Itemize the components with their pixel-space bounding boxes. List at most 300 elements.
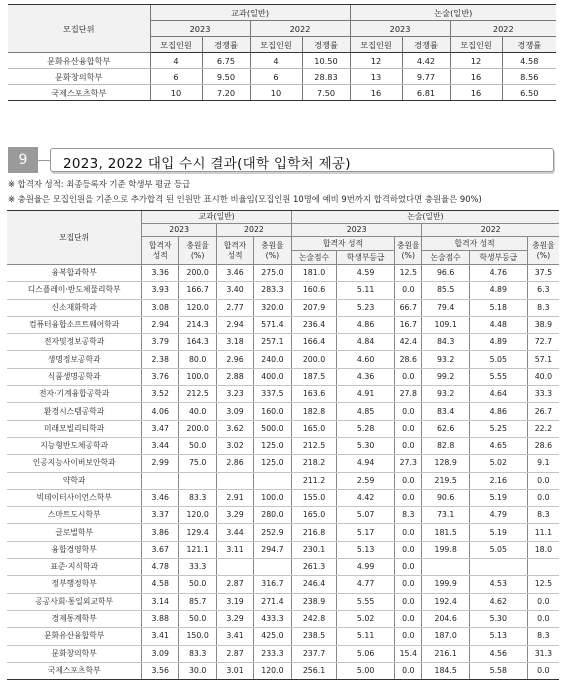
main-cell: 12.5	[395, 265, 422, 282]
top-results-table	[8, 4, 556, 101]
main-cell: 4.36	[337, 368, 395, 385]
main-cell: 66.7	[395, 299, 422, 316]
main-cell	[217, 559, 254, 576]
main-cell: 99.2	[422, 368, 469, 385]
main-unit-name: 표준·지식학과	[7, 559, 142, 576]
main-cell: 236.4	[291, 316, 336, 333]
main-unit-name: 공공사회·통일외교학부	[7, 593, 142, 610]
main-cell: 4.78	[142, 559, 179, 576]
main-cell: 5.02	[469, 455, 527, 472]
main-unit-name: 인공지능사이버보안학과	[7, 455, 142, 472]
main-cell: 2.99	[142, 455, 179, 472]
main-cell: 5.11	[337, 628, 395, 645]
main-cell: 4.99	[337, 559, 395, 576]
main-cell: 8.3	[527, 628, 559, 645]
main-cell: 2.87	[217, 576, 254, 593]
main-cell: 3.46	[142, 489, 179, 506]
main-cell: 0.0	[527, 610, 559, 627]
main-cell: 0.0	[527, 489, 559, 506]
main-cell: 33.3	[527, 386, 559, 403]
main-cell: 3.36	[142, 265, 179, 282]
main-cell: 2.94	[217, 316, 254, 333]
main-unit-name: 정부행정학부	[7, 576, 142, 593]
main-cell: 3.47	[142, 420, 179, 437]
top-year-2022-b: 2022	[450, 21, 556, 37]
main-unit-name: 국제스포츠학부	[7, 662, 142, 679]
main-cell: 4.84	[337, 334, 395, 351]
main-results-table	[7, 210, 559, 680]
top-cell: 13	[350, 69, 402, 85]
main-cell: 4.94	[337, 455, 395, 472]
top-cell: 4	[250, 53, 302, 69]
main-cell: 0.0	[395, 662, 422, 679]
main-cell: 5.28	[337, 420, 395, 437]
main-cell: 4.42	[337, 489, 395, 506]
main-cell: 28.6	[395, 351, 422, 368]
main-unit-name: 스마트도시학부	[7, 507, 142, 524]
main-unit-name: 약학과	[7, 472, 142, 489]
main-year-2022-a: 2022	[217, 224, 292, 237]
main-cell: 50.0	[179, 576, 217, 593]
main-cell: 3.79	[142, 334, 179, 351]
main-cell: 3.44	[217, 524, 254, 541]
main-cell: 100.0	[253, 489, 291, 506]
main-cell: 85.7	[179, 593, 217, 610]
main-cell: 3.46	[217, 265, 254, 282]
main-row	[7, 420, 559, 437]
main-cell: 4.53	[469, 576, 527, 593]
main-cell: 165.0	[291, 420, 336, 437]
main-group-nonsul: 논술(일반)	[291, 211, 559, 224]
main-cell: 4.86	[337, 316, 395, 333]
main-cell: 100.0	[179, 368, 217, 385]
main-row	[7, 265, 559, 282]
main-cell: 75.0	[179, 455, 217, 472]
main-cell: 22.2	[527, 420, 559, 437]
main-cell: 164.3	[179, 334, 217, 351]
main-cell: 3.14	[142, 593, 179, 610]
main-cell: 212.5	[179, 386, 217, 403]
main-cell: 230.1	[291, 541, 336, 558]
top-cell: 10.50	[302, 53, 350, 69]
main-row	[7, 351, 559, 368]
main-cell: 216.1	[422, 645, 469, 662]
main-row	[7, 316, 559, 333]
main-cell: 166.7	[179, 282, 217, 299]
main-cell	[469, 559, 527, 576]
main-cell: 128.9	[422, 455, 469, 472]
main-year-2022-b: 2022	[422, 224, 559, 237]
main-cell: 57.1	[527, 351, 559, 368]
main-cell: 5.00	[337, 662, 395, 679]
main-cell: 3.02	[217, 437, 254, 454]
main-cell: 5.30	[337, 437, 395, 454]
main-cell: 33.3	[179, 559, 217, 576]
section-banner	[8, 147, 554, 173]
main-cell: 8.3	[527, 299, 559, 316]
main-cell: 85.5	[422, 282, 469, 299]
main-cell: 5.19	[469, 489, 527, 506]
note-fill-rate: ※ 충원율은 모집인원을 기준으로 추가합격 된 인원만 표시한 비율임(모집인원 10명에 예비 9번까지 합격하였다면 충원율은 90%)	[8, 194, 482, 204]
main-cell: 3.93	[142, 282, 179, 299]
main-cell: 207.9	[291, 299, 336, 316]
main-cell: 0.0	[527, 472, 559, 489]
main-cell: 4.58	[142, 576, 179, 593]
main-cell: 163.6	[291, 386, 336, 403]
main-cell: 40.0	[527, 368, 559, 385]
main-cell: 0.0	[527, 662, 559, 679]
main-cell: 280.0	[253, 507, 291, 524]
main-cell: 212.5	[291, 437, 336, 454]
main-row	[7, 368, 559, 385]
main-col-fill: 충원율 (%)	[179, 237, 217, 265]
main-col-grade: 합격자 성적	[217, 237, 254, 265]
main-cell: 2.59	[337, 472, 395, 489]
main-cell: 0.0	[395, 437, 422, 454]
main-cell: 129.4	[179, 524, 217, 541]
main-col-result: 합격자 성적	[422, 237, 527, 251]
main-cell: 3.40	[217, 282, 254, 299]
main-cell: 12.5	[527, 576, 559, 593]
main-col-fill: 충원율 (%)	[527, 237, 559, 265]
main-cell: 3.86	[142, 524, 179, 541]
main-cell: 42.4	[395, 334, 422, 351]
main-cell: 246.4	[291, 576, 336, 593]
main-cell: 18.0	[527, 541, 559, 558]
top-cell: 12	[350, 53, 402, 69]
main-col-essay: 논술점수	[422, 251, 469, 265]
main-cell: 0.0	[527, 593, 559, 610]
top-cell: 7.20	[202, 85, 250, 101]
main-cell: 211.2	[291, 472, 336, 489]
main-cell: 4.65	[469, 437, 527, 454]
main-cell: 316.7	[253, 576, 291, 593]
main-cell: 199.9	[422, 576, 469, 593]
main-row	[7, 299, 559, 316]
main-cell: 4.89	[469, 334, 527, 351]
main-cell: 3.09	[142, 645, 179, 662]
main-year-2023-b: 2023	[291, 224, 422, 237]
main-cell: 5.19	[469, 524, 527, 541]
main-cell: 31.3	[527, 645, 559, 662]
main-cell: 2.86	[217, 455, 254, 472]
main-cell: 79.4	[422, 299, 469, 316]
main-cell: 199.8	[422, 541, 469, 558]
main-cell: 216.8	[291, 524, 336, 541]
main-cell: 120.0	[179, 299, 217, 316]
main-col-essay: 논술점수	[291, 251, 336, 265]
main-row	[7, 610, 559, 627]
top-cell: 10	[150, 85, 202, 101]
section-title: 2023, 2022 대입 수시 결과(대학 입학처 제공)	[63, 156, 351, 172]
main-unit-name: 컴퓨터융합소프트웨어학과	[7, 316, 142, 333]
main-cell: 8.3	[395, 507, 422, 524]
main-cell: 83.3	[179, 489, 217, 506]
main-cell: 238.5	[291, 628, 336, 645]
main-cell: 27.3	[395, 455, 422, 472]
top-year-2023-b: 2023	[350, 21, 450, 37]
main-cell: 0.0	[395, 282, 422, 299]
main-cell: 4.59	[337, 265, 395, 282]
main-cell: 5.05	[469, 351, 527, 368]
main-row	[7, 576, 559, 593]
main-cell: 3.11	[217, 541, 254, 558]
top-cell: 9.50	[202, 69, 250, 85]
main-cell: 125.0	[253, 437, 291, 454]
main-cell: 11.1	[527, 524, 559, 541]
main-cell: 4.79	[469, 507, 527, 524]
main-row	[7, 386, 559, 403]
main-cell: 4.77	[337, 576, 395, 593]
main-row	[7, 524, 559, 541]
main-unit-name: 전자·기계융합공학과	[7, 386, 142, 403]
main-cell: 571.4	[253, 316, 291, 333]
main-cell: 125.0	[253, 455, 291, 472]
top-col-quota: 모집인원	[250, 37, 302, 53]
main-group-gyogwa: 교과(일반)	[142, 211, 292, 224]
main-cell	[217, 472, 254, 489]
main-cell: 200.0	[291, 351, 336, 368]
main-cell: 0.0	[395, 541, 422, 558]
main-cell: 80.0	[179, 351, 217, 368]
main-unit-name: 디스플레이·반도체물리학부	[7, 282, 142, 299]
main-row	[7, 282, 559, 299]
main-cell: 218.2	[291, 455, 336, 472]
main-cell: 160.6	[291, 282, 336, 299]
main-cell: 30.0	[179, 662, 217, 679]
main-cell: 50.0	[179, 610, 217, 627]
main-cell: 2.94	[142, 316, 179, 333]
main-cell: 4.91	[337, 386, 395, 403]
main-cell: 0.0	[395, 524, 422, 541]
main-cell: 120.0	[179, 507, 217, 524]
main-cell: 219.5	[422, 472, 469, 489]
top-col-ratio: 경쟁률	[502, 37, 556, 53]
main-cell: 5.17	[337, 524, 395, 541]
main-cell: 28.6	[527, 437, 559, 454]
top-cell: 4	[150, 53, 202, 69]
top-cell: 4.42	[402, 53, 450, 69]
main-cell: 2.38	[142, 351, 179, 368]
top-unit-name: 국제스포츠학부	[8, 85, 150, 101]
main-cell: 40.0	[179, 403, 217, 420]
main-cell: 4.85	[337, 403, 395, 420]
top-col-quota: 모집인원	[150, 37, 202, 53]
main-cell: 283.3	[253, 282, 291, 299]
main-cell: 5.07	[337, 507, 395, 524]
top-cell: 12	[450, 53, 502, 69]
main-cell: 294.7	[253, 541, 291, 558]
main-cell: 4.62	[469, 593, 527, 610]
main-cell: 15.4	[395, 645, 422, 662]
main-cell: 2.96	[217, 351, 254, 368]
main-row	[7, 541, 559, 558]
main-cell: 5.05	[469, 541, 527, 558]
top-cell: 6.50	[502, 85, 556, 101]
main-cell: 83.4	[422, 403, 469, 420]
section-title-box	[50, 148, 554, 172]
top-unit-name: 문화유산융합학부	[8, 53, 150, 69]
main-row	[7, 489, 559, 506]
main-cell: 26.7	[527, 403, 559, 420]
top-col-quota: 모집인원	[350, 37, 402, 53]
main-cell: 233.3	[253, 645, 291, 662]
main-cell: 204.6	[422, 610, 469, 627]
main-cell: 166.4	[291, 334, 336, 351]
main-cell: 160.0	[253, 403, 291, 420]
main-unit-name: 생명정보공학과	[7, 351, 142, 368]
top-cell: 8.56	[502, 69, 556, 85]
main-row	[7, 662, 559, 679]
top-row	[8, 53, 556, 69]
top-cell: 9.77	[402, 69, 450, 85]
main-cell: 0.0	[395, 368, 422, 385]
main-cell: 3.08	[142, 299, 179, 316]
top-cell: 16	[350, 85, 402, 101]
main-cell: 9.1	[527, 455, 559, 472]
main-col-grade: 합격자 성적	[142, 237, 179, 265]
top-cell: 7.50	[302, 85, 350, 101]
main-cell: 500.0	[253, 420, 291, 437]
section-number: 9	[8, 147, 38, 173]
main-cell: 50.0	[179, 437, 217, 454]
main-cell: 82.8	[422, 437, 469, 454]
main-cell: 2.88	[217, 368, 254, 385]
main-cell: 182.8	[291, 403, 336, 420]
main-row	[7, 645, 559, 662]
top-cell: 16	[450, 85, 502, 101]
main-row	[7, 403, 559, 420]
main-cell: 337.5	[253, 386, 291, 403]
main-cell: 27.8	[395, 386, 422, 403]
top-cell: 10	[250, 85, 302, 101]
main-cell	[527, 559, 559, 576]
main-cell: 72.7	[527, 334, 559, 351]
main-cell: 4.56	[469, 645, 527, 662]
main-unit-name: 신소재화학과	[7, 299, 142, 316]
main-cell: 275.0	[253, 265, 291, 282]
main-cell: 5.55	[469, 368, 527, 385]
main-cell: 16.7	[395, 316, 422, 333]
main-cell: 5.06	[337, 645, 395, 662]
main-cell: 2.16	[469, 472, 527, 489]
main-cell: 5.18	[469, 299, 527, 316]
top-row	[8, 85, 556, 101]
top-col-quota: 모집인원	[450, 37, 502, 53]
main-cell: 3.01	[217, 662, 254, 679]
main-cell: 150.0	[179, 628, 217, 645]
main-unit-name: 융합경영학부	[7, 541, 142, 558]
main-cell: 8.3	[527, 507, 559, 524]
main-row	[7, 437, 559, 454]
top-group-gyogwa: 교과(일반)	[150, 5, 350, 21]
main-cell	[422, 559, 469, 576]
top-unit-header: 모집단위	[8, 5, 150, 53]
top-cell: 16	[450, 69, 502, 85]
main-cell: 261.3	[291, 559, 336, 576]
main-cell: 242.8	[291, 610, 336, 627]
main-col-fill: 충원율 (%)	[395, 237, 422, 265]
main-cell: 93.2	[422, 386, 469, 403]
top-cell: 6	[250, 69, 302, 85]
main-cell: 3.76	[142, 368, 179, 385]
top-cell: 6.75	[202, 53, 250, 69]
main-row	[7, 472, 559, 489]
main-cell: 240.0	[253, 351, 291, 368]
main-cell: 93.2	[422, 351, 469, 368]
main-cell: 3.19	[217, 593, 254, 610]
main-cell: 3.37	[142, 507, 179, 524]
main-cell: 5.58	[469, 662, 527, 679]
main-cell: 425.0	[253, 628, 291, 645]
top-year-2023-a: 2023	[150, 21, 250, 37]
main-cell	[253, 559, 291, 576]
main-cell: 2.77	[217, 299, 254, 316]
main-unit-name: 문화유산융합학부	[7, 628, 142, 645]
top-cell: 6	[150, 69, 202, 85]
main-cell: 4.48	[469, 316, 527, 333]
main-cell: 4.76	[469, 265, 527, 282]
main-row	[7, 628, 559, 645]
main-cell: 3.56	[142, 662, 179, 679]
main-cell: 187.0	[422, 628, 469, 645]
main-cell: 181.0	[291, 265, 336, 282]
main-cell: 4.89	[469, 282, 527, 299]
main-cell: 5.55	[337, 593, 395, 610]
main-cell: 184.5	[422, 662, 469, 679]
main-unit-name: 경제통계학부	[7, 610, 142, 627]
main-cell: 192.4	[422, 593, 469, 610]
main-cell: 3.88	[142, 610, 179, 627]
main-cell: 38.9	[527, 316, 559, 333]
top-group-nonsul: 논술(일반)	[350, 5, 556, 21]
main-cell: 2.87	[217, 645, 254, 662]
main-cell	[179, 472, 217, 489]
main-cell: 3.29	[217, 507, 254, 524]
main-unit-name: 글로벌학부	[7, 524, 142, 541]
main-cell: 271.4	[253, 593, 291, 610]
main-col-record: 학생부등급	[469, 251, 527, 265]
main-cell	[142, 472, 179, 489]
main-row	[7, 455, 559, 472]
main-cell: 4.60	[337, 351, 395, 368]
main-cell: 3.41	[217, 628, 254, 645]
main-unit-name: 환경시스템공학과	[7, 403, 142, 420]
main-cell: 0.0	[395, 559, 422, 576]
main-cell: 238.9	[291, 593, 336, 610]
top-col-ratio: 경쟁률	[302, 37, 350, 53]
main-cell: 109.1	[422, 316, 469, 333]
main-cell: 181.5	[422, 524, 469, 541]
main-cell: 187.5	[291, 368, 336, 385]
top-unit-name: 문화창의학부	[8, 69, 150, 85]
main-cell	[253, 472, 291, 489]
main-cell: 3.09	[217, 403, 254, 420]
main-cell: 73.1	[422, 507, 469, 524]
main-unit-header: 모집단위	[7, 211, 142, 265]
main-cell: 400.0	[253, 368, 291, 385]
main-cell: 121.1	[179, 541, 217, 558]
main-cell: 252.9	[253, 524, 291, 541]
main-cell: 0.0	[395, 403, 422, 420]
main-cell: 4.06	[142, 403, 179, 420]
main-cell: 4.86	[469, 403, 527, 420]
main-year-2023-a: 2023	[142, 224, 217, 237]
main-cell: 4.64	[469, 386, 527, 403]
main-cell: 3.29	[217, 610, 254, 627]
main-cell: 200.0	[179, 265, 217, 282]
main-unit-name: 지능형반도체공학과	[7, 437, 142, 454]
